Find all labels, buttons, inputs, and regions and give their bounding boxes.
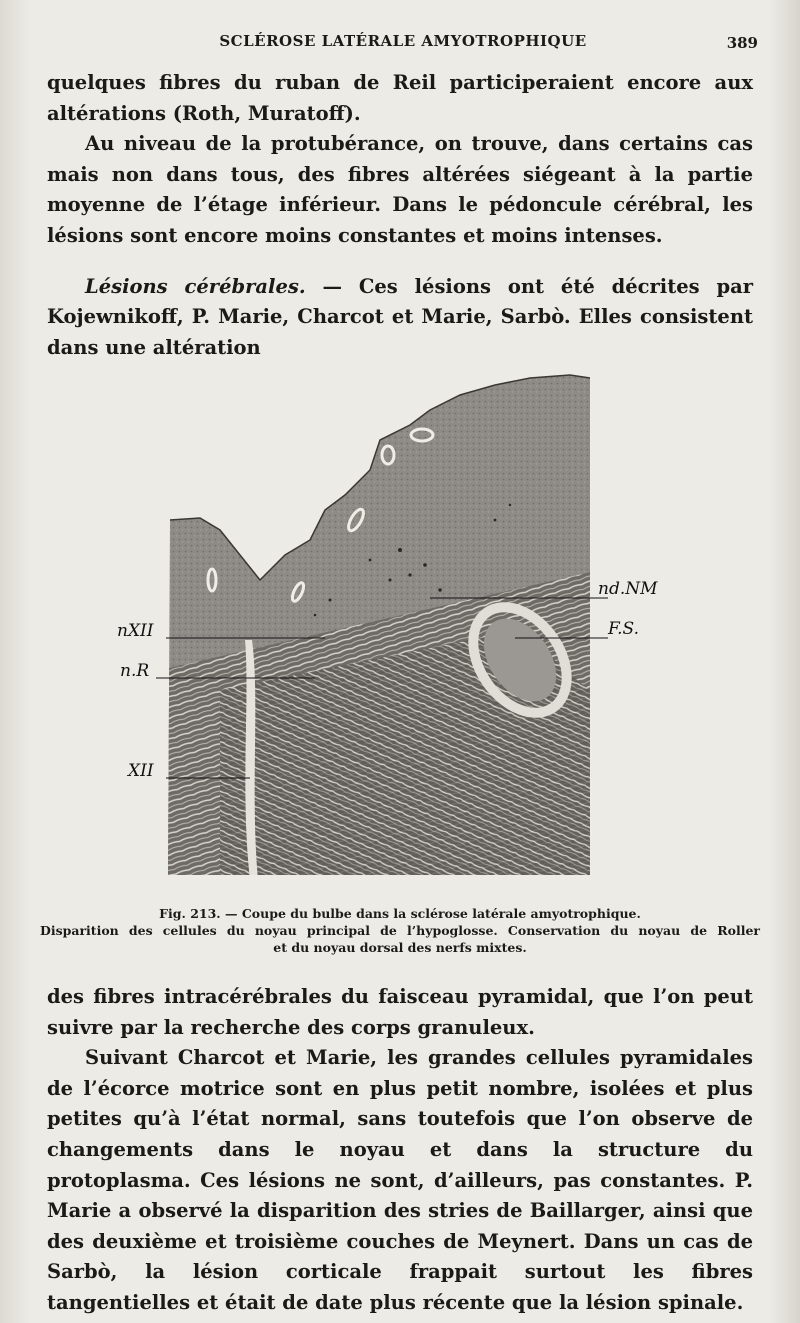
running-head <box>48 32 758 56</box>
histology-illustration <box>100 370 660 880</box>
paragraph: Suivant Charcot et Marie, les grandes cellules pyramidales de l’écorce motrice sont en plus petit nombre, isolées et plus petites qu’à l’état normal, sans toutefois que l’on observe de changements dans le noyau et dans la structure du protoplasma. Ces lésions ne sont, d’ailleurs, pas constantes. P. Marie a observé la disparition des stries de Baillarger, ainsi que des deuxième et troisième couches de Meynert. Dans un cas de Sarbò, la lésion corticale frappait surtout les fibres tangentielles et était de date plus récente que la lésion spinale. <box>47 1046 753 1314</box>
text-block-top <box>47 68 753 363</box>
section-heading: Lésions cérébrales. <box>85 274 306 298</box>
paragraph-text: — Ces lésions ont été décrites par Kojewnikoff, P. Marie, Charcot et Marie, Sarbò. Elles consistent dans une altération <box>47 274 753 359</box>
caption-line: Disparition des cellules du noyau principal de l’hypoglosse. Conservation du noyau de Roller <box>40 923 760 938</box>
paragraph: quelques fibres du ruban de Reil participeraient encore aux altérations (Roth, Muratoff). <box>47 71 753 125</box>
paragraph: Au niveau de la protubérance, on trouve, dans certains cas mais non dans tous, des fibres altérées siégeant à la partie moyenne de l’étage inférieur. Dans le pédoncule cérébral, les lésions sont encore moins constantes et moins intenses. <box>47 132 753 247</box>
label-n-r: n.R <box>120 661 150 681</box>
caption-line: Fig. 213. — Coupe du bulbe dans la sclérose latérale amyotrophique. <box>159 906 641 921</box>
text-block-bottom <box>47 982 753 1319</box>
paragraph: des fibres intracérébrales du faisceau pyramidal, que l’on peut suivre par la recherche des corps granuleux. <box>47 985 753 1039</box>
page-number: 389 <box>726 34 758 52</box>
label-xii: XII <box>128 761 154 781</box>
tissue-section <box>160 370 600 880</box>
running-title: SCLÉROSE LATÉRALE AMYOTROPHIQUE <box>219 32 587 50</box>
figure-caption <box>40 905 760 956</box>
label-n-xii: nXII <box>117 621 154 641</box>
caption-line: et du noyau dorsal des nerfs mixtes. <box>273 940 527 955</box>
label-fs: F.S. <box>608 619 639 639</box>
figure-bulbe-section <box>100 370 660 880</box>
paragraph-lesions-cerebrales <box>47 272 753 364</box>
label-nd-nm: nd.NM <box>598 579 658 599</box>
